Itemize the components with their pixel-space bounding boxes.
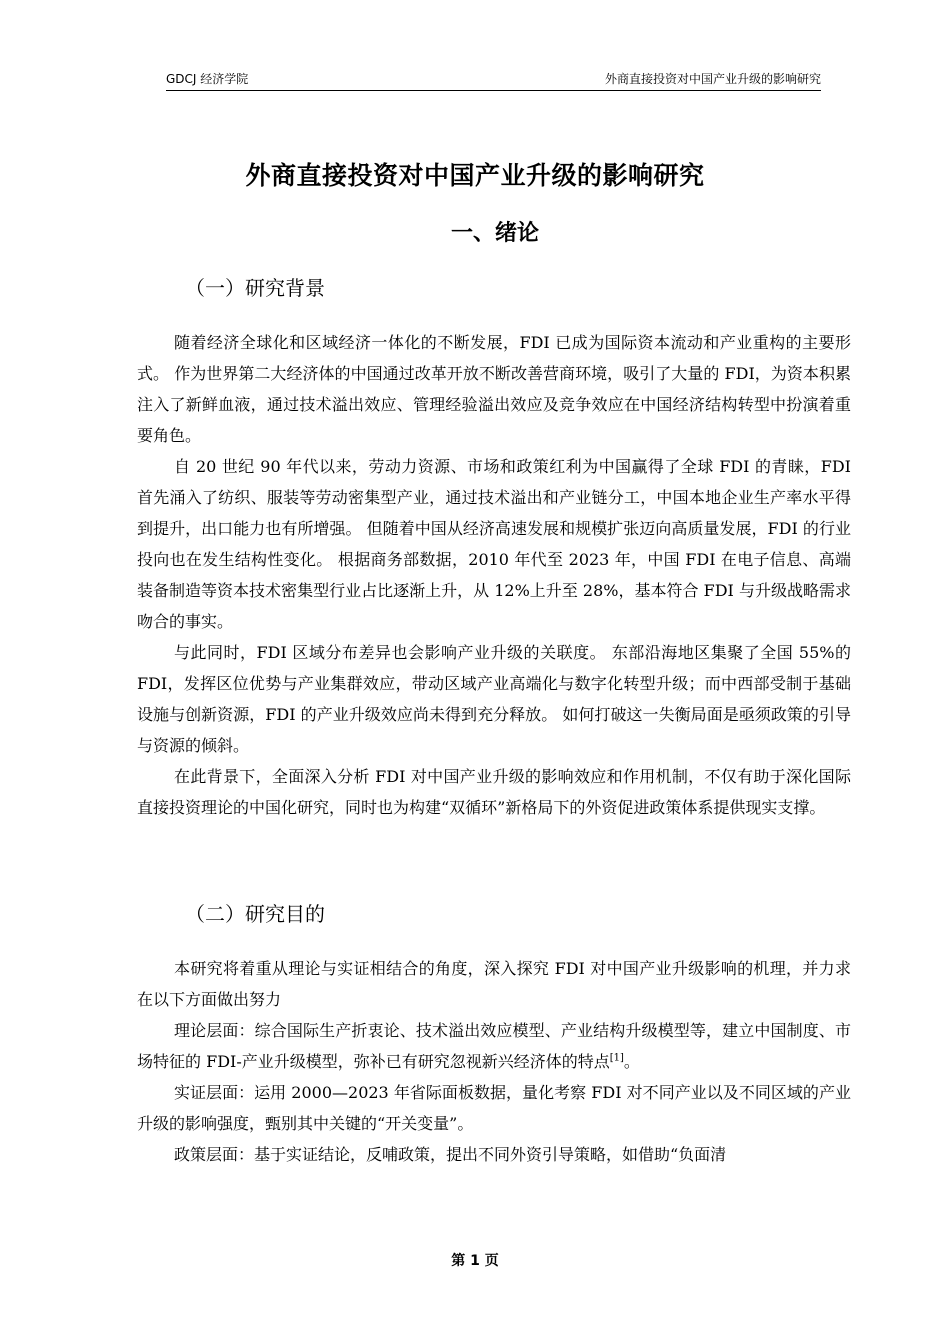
section-background-body xyxy=(137,327,851,823)
paragraph: 实证层面：运用 2000—2023 年省际面板数据，量化考察 FDI 对不同产业以及不同区域的产业升级的影响强度，甄别其中关键的“开关变量”。 xyxy=(137,1083,851,1133)
paragraph: 本研究将着重从理论与实证相结合的角度，深入探究 FDI 对中国产业升级影响的机理，并力求在以下方面做出努力 xyxy=(137,959,851,1009)
header-right-title: 外商直接投资对中国产业升级的影响研究 xyxy=(604,72,821,86)
paragraph-text: 理论层面：综合国际生产折衷论、技术溢出效应模型、产业结构升级模型等，建立中国制度、市场特征的 FDI-产业升级模型，弥补已有研究忽视新兴经济体的特点 xyxy=(137,1021,851,1071)
document-title: 外商直接投资对中国产业升级的影响研究 xyxy=(245,161,705,190)
section-heading-background: （一）研究背景 xyxy=(185,276,325,300)
paragraph: 自 20 世纪 90 年代以来，劳动力资源、市场和政策红利为中国赢得了全球 FDI 的青睐，FDI 首先涌入了纺织、服装等劳动密集型产业，通过技术溢出和产业链分工，中国本地企业生产率水平得到提升，出口能力也有所增强。 但随着中国从经济高速发展和规模扩张迈向高质量发展，FDI 的行业投向也在发生结构性变化。 根据商务部数据，2010 年代至 2023 年，中国 FDI 在电子信息、高端装备制造等资本技术密集型行业占比逐渐上升，从 12%上升至 28%，基本符合 FDI 与升级战略需求吻合的事实。 xyxy=(137,457,851,631)
section-objectives-body xyxy=(137,953,851,1170)
paragraph: 在此背景下，全面深入分析 FDI 对中国产业升级的影响效应和作用机制，不仅有助于深化国际直接投资理论的中国化研究，同时也为构建“双循环”新格局下的外资促进政策体系提供现实支撑。 xyxy=(137,767,851,817)
citation-marker: [1] xyxy=(609,1052,624,1064)
paragraph: 与此同时，FDI 区域分布差异也会影响产业升级的关联度。 东部沿海地区集聚了全国 55%的 FDI，发挥区位优势与产业集群效应，带动区域产业高端化与数字化转型升级；而中西部受制于基础设施与创新资源，FDI 的产业升级效应尚未得到充分释放。 如何打破这一失衡局面是亟须政策的引导与资源的倾斜。 xyxy=(137,643,851,755)
paragraph: 随着经济全球化和区域经济一体化的不断发展，FDI 已成为国际资本流动和产业重构的主要形式。 作为世界第二大经济体的中国通过改革开放不断改善营商环境，吸引了大量的 FDI，为资本积累注入了新鲜血液，通过技术溢出效应、管理经验溢出效应及竞争效应在中国经济结构转型中扮演着重要角色。 xyxy=(137,333,851,445)
paragraph: 政策层面：基于实证结论，反哺政策，提出不同外资引导策略，如借助“负面清 xyxy=(174,1145,727,1164)
header-left-institution: GDCJ 经济学院 xyxy=(166,72,249,86)
paragraph xyxy=(137,1015,851,1077)
page-header xyxy=(166,70,821,91)
paragraph-end-punct: 。 xyxy=(623,1052,640,1071)
chapter-heading: 一、绪论 xyxy=(450,221,539,246)
section-heading-objectives: （二）研究目的 xyxy=(185,902,325,926)
page-number: 第 1 页 xyxy=(451,1253,499,1269)
